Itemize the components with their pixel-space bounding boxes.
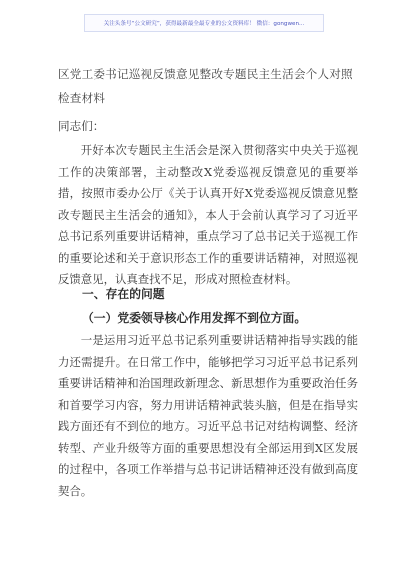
intro-paragraph: 开好本次专题民主生活会是深入贯彻落实中央关于巡视工作的决策部署，主动整改X党委巡视反馈意见的重要举措，按照市委办公厅《关于认真开好X党委巡视反馈意见整改专题民主生活会的通知》，本人于会前认真学习了习近平总书记系列重要讲话精神，重点学习了总书记关于巡视工作的重要论述和关于意识形态工作的重要讲话精神，对照巡视反馈意见，认真查找不足，形成对照检查材料。	[58, 143, 358, 286]
document-title: 区党工委书记巡视反馈意见整改专题民主生活会个人对照检查材料	[58, 67, 353, 105]
body-paragraph: 一是运用习近平总书记系列重要讲话精神指导实践的能力还需提升。在日常工作中，能够把学习习近平总书记系列重要讲话精神和治国理政新理念、新思想作为重要政治任务和首要学习内容，努力用讲话精神武装头脑，但是在指导实践方面还有不到位的地方。习近平总书记对结构调整、经济转型、产业升级等方面的重要思想没有全部运用到X区发展的过程中，各项工作举措与总书记讲话精神还没有做到高度契合。	[58, 333, 358, 498]
section-heading-problems: 一、存在的问题	[82, 287, 165, 301]
promo-banner	[84, 14, 324, 32]
greeting: 同志们：	[58, 119, 105, 133]
subsection-heading-leadership: （一）党委领导核心作用发挥不到位方面。	[82, 311, 307, 325]
promo-banner-text: 关注头条号“公文研究”，获得最新最全最专业的公文资料库！ 微信：gongwen...	[103, 21, 305, 27]
